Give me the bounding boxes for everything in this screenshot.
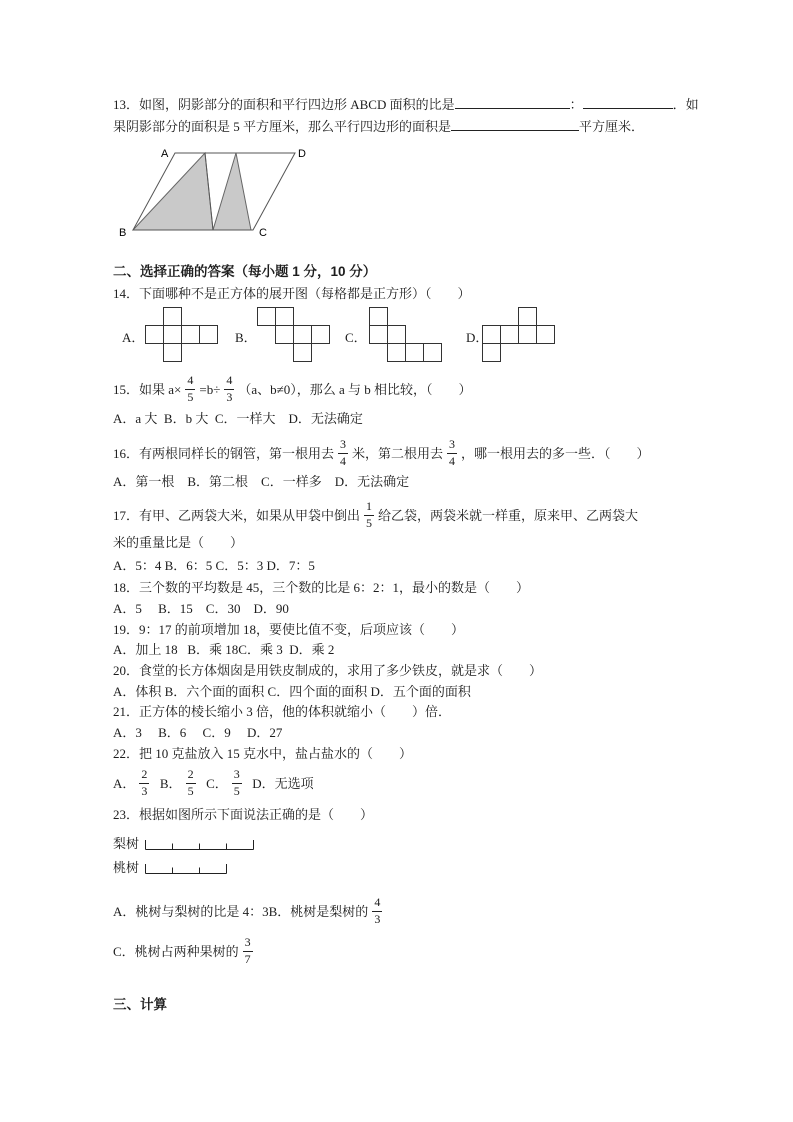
parallelogram-figure xyxy=(108,146,313,241)
option-c-label: C． xyxy=(345,330,367,345)
peach-tree-label: 桃树 xyxy=(113,860,140,875)
vertex-label-c: C xyxy=(259,227,267,239)
question-22-text: 22．把 10 克盐放入 15 克水中，盐占盐水的（ ） xyxy=(113,746,413,761)
question-14-text: 14．下面哪种不是正方体的展开图（每格都是正方形）（ ） xyxy=(113,286,471,301)
question-20-options: A．体积 B．六个面的面积 C．四个面的面积 D．五个面的面积 xyxy=(113,684,471,699)
answer-blank xyxy=(583,95,673,109)
fraction: $\frac{2}{5}$ xyxy=(187,767,194,798)
option-b-label: B． xyxy=(235,330,257,345)
ratio-colon: ： xyxy=(569,97,583,112)
answer-blank xyxy=(455,95,570,109)
shaded-triangle-right xyxy=(213,153,251,230)
shaded-triangle-left xyxy=(133,153,213,230)
question-20-text: 20．食堂的长方体烟囱是用铁皮制成的，求用了多少铁皮，就是求（ ） xyxy=(113,663,543,678)
question-13-text: 13．如图，阴影部分的面积和平行四边形 ABCD 面积的比是 xyxy=(113,97,455,112)
fraction: $\frac{3}{7}$ xyxy=(244,935,251,966)
question-15-text: 15．如果 a× $\frac{4}{5}$ =b÷ $\frac{4}{3}$ （a、b≠0），那么 a 与 b 相比较，（ ） xyxy=(113,373,472,404)
vertex-label-b: B xyxy=(119,227,127,239)
question-21-text: 21．正方体的棱长缩小 3 倍，他的体积就缩小（ ）倍． xyxy=(113,704,452,719)
question-21-options: A．3 B．6 C．9 D．27 xyxy=(113,725,283,740)
option-d-label: D． xyxy=(466,330,489,345)
answer-blank xyxy=(451,117,579,131)
question-16-options: A．第一根 B．第二根 C．一样多 D．无法确定 xyxy=(113,474,410,489)
pear-tree-segment-bar xyxy=(145,836,254,852)
pear-tree-bar-row xyxy=(113,836,254,852)
cube-net-option-b xyxy=(257,307,332,364)
option-a-label: A． xyxy=(122,330,145,345)
question-18-options: A．5 B．15 C．30 D．90 xyxy=(113,601,289,616)
fraction: $\frac{3}{4}$ xyxy=(449,437,456,468)
fraction: $\frac{1}{5}$ xyxy=(366,499,373,530)
fraction: $\frac{3}{4}$ xyxy=(340,437,347,468)
question-13-line2: 果阴影部分的面积是 5 平方厘米，那么平行四边形的面积是 平方厘米． xyxy=(113,119,645,134)
question-19-text: 19．9：17 的前项增加 18，要使比值不变，后项应该（ ） xyxy=(113,622,465,637)
cube-net-option-c xyxy=(369,307,444,364)
section-3-heading: 三、计算 xyxy=(113,997,167,1012)
fraction: $\frac{4}{3}$ xyxy=(226,373,233,404)
question-16-text: 16．有两根同样长的钢管，第一根用去 $\frac{3}{4}$ 米，第二根用去 $\frac{3}{4}$ ，哪一根用去的多一些．（ ） xyxy=(113,437,650,468)
peach-tree-bar-row xyxy=(113,860,227,876)
cube-nets-row xyxy=(113,305,673,367)
fraction: $\frac{3}{5}$ xyxy=(233,767,240,798)
vertex-label-d: D xyxy=(298,148,306,160)
question-19-options: A．加上 18 B．乘 18C．乘 3 D．乘 2 xyxy=(113,642,335,657)
question-13-line1: 13．如图，阴影部分的面积和平行四边形 ABCD 面积的比是 ： ．如 xyxy=(113,97,699,112)
question-17-options: A．5：4 B．6：5 C．5：3 D．7：5 xyxy=(113,558,315,573)
question-18-text: 18．三个数的平均数是 45，三个数的比是 6：2：1，最小的数是（ ） xyxy=(113,580,530,595)
peach-tree-segment-bar xyxy=(145,860,227,876)
question-23-option-c: C．桃树占两种果树的 $\frac{3}{7}$ xyxy=(113,935,251,966)
section-2-heading: 二、选择正确的答案（每小题 1 分，10 分） xyxy=(113,264,377,279)
question-22-options: A． $\frac{2}{3}$ B． $\frac{2}{5}$ C． $\frac{3}{5}$ D．无选项 xyxy=(113,767,314,798)
fraction: $\frac{4}{3}$ xyxy=(374,895,381,926)
cube-net-option-a xyxy=(145,307,220,364)
vertex-label-a: A xyxy=(161,148,169,160)
question-15-options: A．a 大 B．b 大 C．一样大 D．无法确定 xyxy=(113,411,363,426)
fraction: $\frac{2}{3}$ xyxy=(141,767,148,798)
question-23-options-ab: A．桃树与梨树的比是 4：3B．桃树是梨树的 $\frac{4}{3}$ xyxy=(113,895,381,926)
pear-tree-label: 梨树 xyxy=(113,836,140,851)
question-23-text: 23．根据如图所示下面说法正确的是（ ） xyxy=(113,807,374,822)
fraction: $\frac{4}{5}$ xyxy=(187,373,194,404)
question-17-line1: 17．有甲、乙两袋大米，如果从甲袋中倒出 $\frac{1}{5}$ 给乙袋，两袋米就一样重，原来甲、乙两袋大 xyxy=(113,499,639,530)
question-17-line2: 米的重量比是（ ） xyxy=(113,535,244,550)
cube-net-option-d xyxy=(482,307,557,364)
